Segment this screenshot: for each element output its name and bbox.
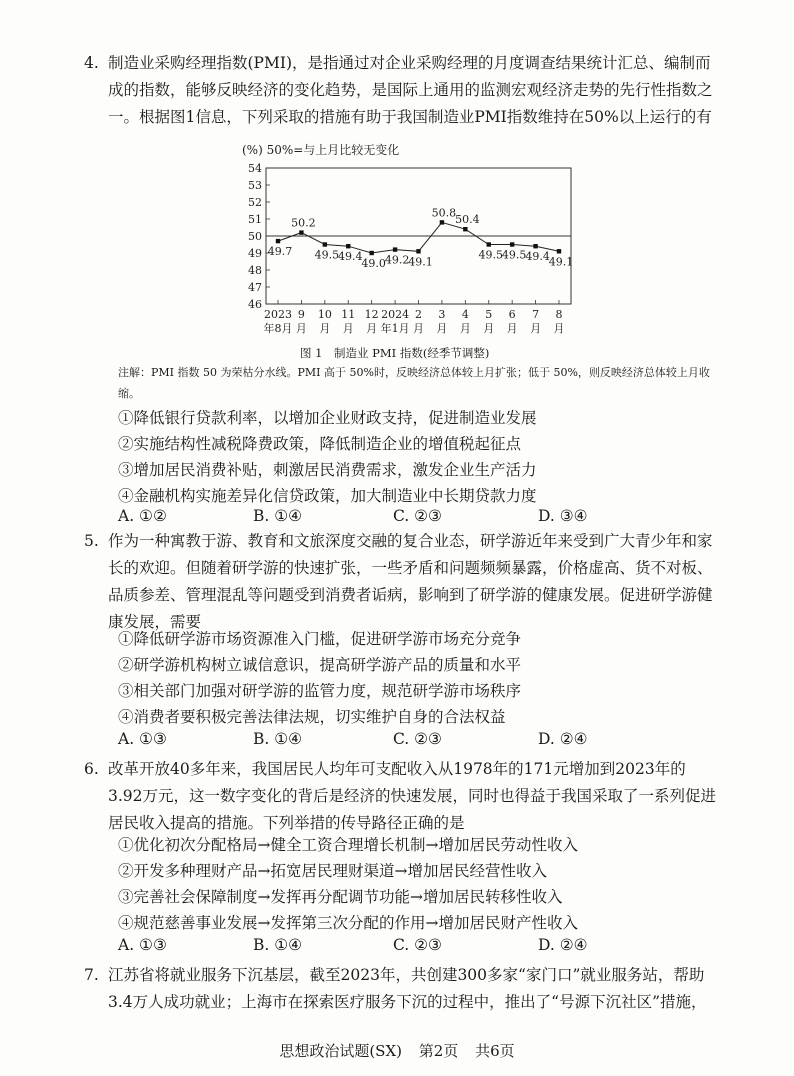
x-tick-label: 4 bbox=[461, 308, 469, 321]
question-number: 6. bbox=[84, 760, 99, 778]
x-tick-label: 11 bbox=[341, 308, 356, 321]
x-tick-label: 年8月 bbox=[263, 322, 293, 335]
choice-b: B. ①④ bbox=[253, 507, 303, 525]
data-label: 50.4 bbox=[455, 213, 480, 227]
x-tick-label: 9 bbox=[297, 308, 305, 321]
y-tick-label: 46 bbox=[248, 298, 262, 311]
figure-note: 注解：PMI 指数 50 为荣枯分水线。PMI 高于 50%时，反映经济总体较上月扩张；低于 50%，则反映经济总体较上月收缩。 bbox=[118, 366, 710, 400]
choice-d: D. ②④ bbox=[538, 936, 588, 954]
choice-a: A. ①② bbox=[118, 507, 167, 525]
option-3: ③完善社会保障制度→发挥再分配调节功能→增加居民转移性收入 bbox=[118, 888, 563, 906]
x-tick-label: 2023 bbox=[264, 308, 292, 321]
data-point bbox=[533, 244, 537, 248]
x-tick-label: 5 bbox=[485, 308, 493, 321]
question-4 bbox=[84, 50, 718, 131]
x-tick-label: 月 bbox=[530, 322, 542, 335]
y-tick-label: 53 bbox=[248, 179, 262, 192]
footer-total: 共6页 bbox=[475, 1042, 515, 1060]
question-6 bbox=[84, 756, 718, 837]
choice-d: D. ②④ bbox=[538, 730, 588, 748]
option-4: ④规范慈善事业发展→发挥第三次分配的作用→增加居民财产性收入 bbox=[118, 914, 578, 932]
y-tick-label: 47 bbox=[248, 281, 262, 294]
pmi-line-chart bbox=[236, 140, 586, 340]
choice-a: A. ①③ bbox=[118, 730, 167, 748]
question-stem: 改革开放40多年来，我国居民人均年可支配收入从1978年的171元增加到2023年的3.92万元，这一数字变化的背后是经济的快速发展，同时也得益于我国采取了一系列促进居民收入提高的措施。下列举措的传导路径正确的是 bbox=[108, 760, 717, 832]
choice-a: A. ①③ bbox=[118, 936, 167, 954]
option-1: ①降低研学游市场资源准入门槛，促进研学游市场充分竞争 bbox=[118, 630, 522, 648]
x-tick-label: 月 bbox=[413, 322, 424, 335]
x-tick-label: 月 bbox=[366, 322, 378, 335]
option-2: ②研学游机构树立诚信意识，提高研学游产品的质量和水平 bbox=[118, 656, 522, 674]
data-label: 49.1 bbox=[548, 255, 574, 269]
y-tick-label: 50 bbox=[248, 230, 262, 243]
y-tick-label: 49 bbox=[248, 247, 262, 260]
x-tick-label: 12 bbox=[364, 308, 379, 321]
footer-subject: 思想政治试题(SX) bbox=[279, 1042, 402, 1060]
question-5 bbox=[84, 528, 718, 636]
choice-c: C. ②③ bbox=[393, 730, 442, 748]
y-tick-label: 52 bbox=[248, 196, 262, 209]
data-label: 49.5 bbox=[501, 248, 527, 262]
choice-b: B. ①④ bbox=[253, 936, 303, 954]
x-tick-label: 月 bbox=[436, 322, 448, 335]
x-tick-label: 年1月 bbox=[380, 322, 410, 335]
question-stem: 江苏省将就业服务下沉基层，截至2023年，共创建300多家“家门口”就业服务站，帮助3.4万人成功就业；上海市在探索医疗服务下沉的过程中，推出了“号源下沉社区”措施， bbox=[108, 966, 707, 1011]
x-tick-label: 3 bbox=[438, 308, 446, 321]
data-label: 49.5 bbox=[314, 248, 340, 262]
data-label: 49.0 bbox=[361, 257, 386, 270]
x-tick-label: 月 bbox=[506, 322, 518, 335]
question-stem: 作为一种寓教于游、教育和文旅深度交融的复合业态，研学游近年来受到广大青少年和家长的欢迎。但随着研学游的快速扩张，一些矛盾和问题频频暴露，价格虚高、货不对板、品质参差、管理混乱等问题受到消费者诟病，影响到了研学游的健康发展。促进研学游健康发展，需要 bbox=[108, 532, 713, 631]
question-number: 5. bbox=[84, 532, 99, 550]
data-point bbox=[276, 239, 280, 243]
choice-c: C. ②③ bbox=[393, 936, 442, 954]
y-tick-label: 48 bbox=[248, 264, 262, 277]
option-2: ②开发多种理财产品→拓宽居民理财渠道→增加居民经营性收入 bbox=[118, 862, 547, 880]
page-footer bbox=[0, 1040, 794, 1061]
option-3: ③相关部门加强对研学游的监管力度，规范研学游市场秩序 bbox=[118, 682, 522, 700]
data-label: 50.2 bbox=[291, 216, 316, 230]
data-point bbox=[416, 249, 420, 253]
x-tick-label: 7 bbox=[532, 308, 540, 321]
data-label: 49.7 bbox=[267, 245, 293, 259]
data-label: 49.4 bbox=[338, 250, 363, 264]
data-point bbox=[323, 242, 327, 246]
x-tick-label: 8 bbox=[555, 308, 563, 321]
x-tick-label: 月 bbox=[319, 322, 331, 335]
footer-page: 第2页 bbox=[418, 1042, 459, 1060]
data-point bbox=[299, 230, 303, 234]
data-point bbox=[487, 242, 491, 246]
data-label: 49.1 bbox=[408, 255, 433, 269]
option-4: ④消费者要积极完善法律法规，切实维护自身的合法权益 bbox=[118, 708, 506, 726]
option-4: ④金融机构实施差异化信贷政策，加大制造业中长期贷款力度 bbox=[118, 487, 537, 505]
x-tick-label: 2024 bbox=[381, 308, 410, 321]
option-1: ①优化初次分配格局→健全工资合理增长机制→增加居民劳动性收入 bbox=[118, 836, 578, 854]
data-label: 50.8 bbox=[431, 206, 457, 220]
x-tick-label: 2 bbox=[415, 308, 422, 321]
option-1: ①降低银行贷款利率，以增加企业财政支持，促进制造业发展 bbox=[118, 409, 537, 427]
x-tick-label: 月 bbox=[483, 322, 495, 335]
data-point bbox=[557, 249, 561, 253]
x-tick-label: 6 bbox=[508, 308, 516, 321]
data-point bbox=[510, 242, 514, 246]
x-tick-label: 10 bbox=[317, 308, 332, 321]
figure-caption: 图 1 制造业 PMI 指数(经季节调整) bbox=[300, 346, 490, 360]
y-tick-label: 54 bbox=[248, 162, 262, 175]
data-label: 49.4 bbox=[525, 250, 550, 264]
data-point bbox=[463, 227, 467, 231]
data-point bbox=[346, 244, 350, 248]
question-7 bbox=[84, 962, 718, 1016]
choice-d: D. ③④ bbox=[538, 507, 588, 525]
data-label: 49.2 bbox=[384, 253, 410, 267]
data-point bbox=[393, 247, 397, 251]
y-tick-label: 51 bbox=[248, 213, 262, 226]
x-tick-label: 月 bbox=[553, 322, 565, 335]
choice-b: B. ①④ bbox=[253, 730, 303, 748]
option-3: ③增加居民消费补贴，刺激居民消费需求，激发企业生产活力 bbox=[118, 461, 537, 479]
chart-title: (%) 50%=与上月比较无变化 bbox=[242, 143, 400, 157]
data-label: 49.5 bbox=[478, 248, 503, 262]
x-tick-label: 月 bbox=[295, 322, 307, 335]
data-point bbox=[440, 220, 444, 224]
data-point bbox=[369, 251, 373, 255]
question-stem: 制造业采购经理指数(PMI)，是指通过对企业采购经理的月度调查结果统计汇总、编制而成的指数，能够反映经济的变化趋势，是国际上通用的监测宏观经济走势的先行性指数之一。根据图1信息，下列采取的措施有助于我国制造业PMI指数维持在50%以上运行的有 bbox=[108, 54, 713, 126]
choice-c: C. ②③ bbox=[393, 507, 442, 525]
option-2: ②实施结构性减税降费政策，降低制造企业的增值税起征点 bbox=[118, 435, 522, 453]
x-tick-label: 月 bbox=[342, 322, 354, 335]
x-tick-label: 月 bbox=[459, 322, 471, 335]
question-number: 7. bbox=[84, 966, 99, 984]
question-number: 4. bbox=[84, 54, 99, 72]
